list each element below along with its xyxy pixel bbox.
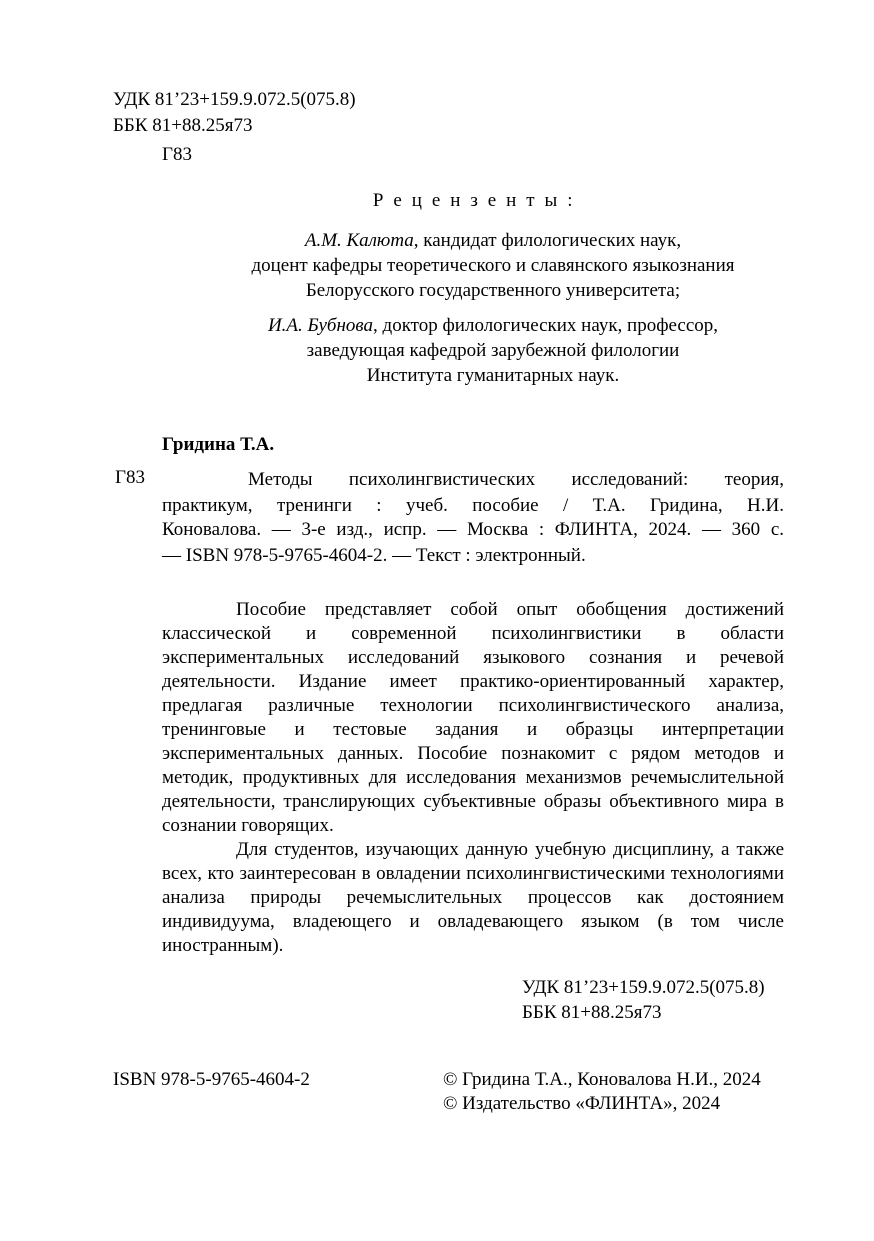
abstract-p2-line: всех, кто заинтересован в овладении психолингвистическими технологиями <box>162 863 784 884</box>
abstract-p1-line: предлагая различные технологии психолингвистического анализа, <box>162 695 784 716</box>
bib-mark: Г83 <box>115 467 145 488</box>
abstract-p1-line: Пособие представляет собой опыт обобщения достижений <box>236 599 784 620</box>
abstract-p2-line: иностранным). <box>162 935 284 956</box>
bib-line-1: Методы психолингвистических исследований: теория, <box>248 469 784 490</box>
reviewer-2-line2: заведующая кафедрой зарубежной филологии <box>306 340 680 361</box>
abstract-p2-line: Для студентов, изучающих данную учебную дисциплину, а также <box>236 839 784 860</box>
reviewer-2-line1 <box>113 314 873 338</box>
abstract-p1-line: экспериментальных данных. Пособие познакомит с рядом методов и <box>162 743 784 764</box>
abstract-p1-line: экспериментальных исследований языкового сознания и речевой <box>162 647 784 668</box>
abstract-p1-line: деятельности, транслирующих субъективные образы объективного мира в <box>162 791 784 812</box>
bottom-udk-code: УДК 81’23+159.9.072.5(075.8) <box>522 977 765 998</box>
author-mark: Г83 <box>162 144 192 165</box>
reviewer-1-line1 <box>113 229 873 253</box>
abstract-p1-line: деятельности. Издание имеет практико-ориентированный характер, <box>162 671 784 692</box>
reviewer-1-title: , кандидат филологических наук, <box>413 230 682 251</box>
reviewer-1-line2: доцент кафедры теоретического и славянского языкознания <box>251 255 735 276</box>
reviewer-2-title: , доктор филологических наук, профессор, <box>373 315 719 336</box>
udk-code: УДК 81’23+159.9.072.5(075.8) <box>113 89 356 110</box>
isbn: ISBN 978-5-9765-4604-2 <box>113 1069 310 1090</box>
bib-author: Гридина Т.А. <box>162 434 275 455</box>
abstract-p1-line: тренинговые и тестовые задания и образцы интерпретации <box>162 719 784 740</box>
reviewers-heading: Р е ц е н з е н т ы : <box>372 190 576 211</box>
bbk-code: ББК 81+88.25я73 <box>113 115 253 136</box>
bib-line-2: практикум, тренинги : учеб. пособие / Т.А. Гридина, Н.И. <box>162 495 784 516</box>
bib-line-4: — ISBN 978-5-9765-4604-2. — Текст : электронный. <box>162 545 586 566</box>
abstract-p1-line: методик, продуктивных для исследования механизмов речемыслительной <box>162 767 784 788</box>
abstract-p2-line: индивидуума, владеющего и овладевающего языком (в том числе <box>162 911 784 932</box>
reviewer-1-line3: Белорусского государственного университета; <box>305 280 681 301</box>
copyright-publisher: © Издательство «ФЛИНТА», 2024 <box>443 1093 721 1114</box>
abstract-p1-line: сознании говорящих. <box>162 815 334 836</box>
abstract-p2-line: анализа природы речемыслительных процессов как достоянием <box>162 887 784 908</box>
copyright-authors: © Гридина Т.А., Коновалова Н.И., 2024 <box>443 1069 761 1090</box>
bib-line-3: Коновалова. — 3-е изд., испр. — Москва : ФЛИНТА, 2024. — 360 с. <box>162 519 784 540</box>
reviewer-2-name: И.А. Бубнова <box>267 315 374 336</box>
abstract-p1-line: классической и современной психолингвистики в области <box>162 623 784 644</box>
bottom-bbk-code: ББК 81+88.25я73 <box>522 1002 662 1023</box>
reviewer-2-line3: Института гуманитарных наук. <box>366 365 620 386</box>
reviewer-1-name: А.М. Калюта <box>304 230 414 251</box>
